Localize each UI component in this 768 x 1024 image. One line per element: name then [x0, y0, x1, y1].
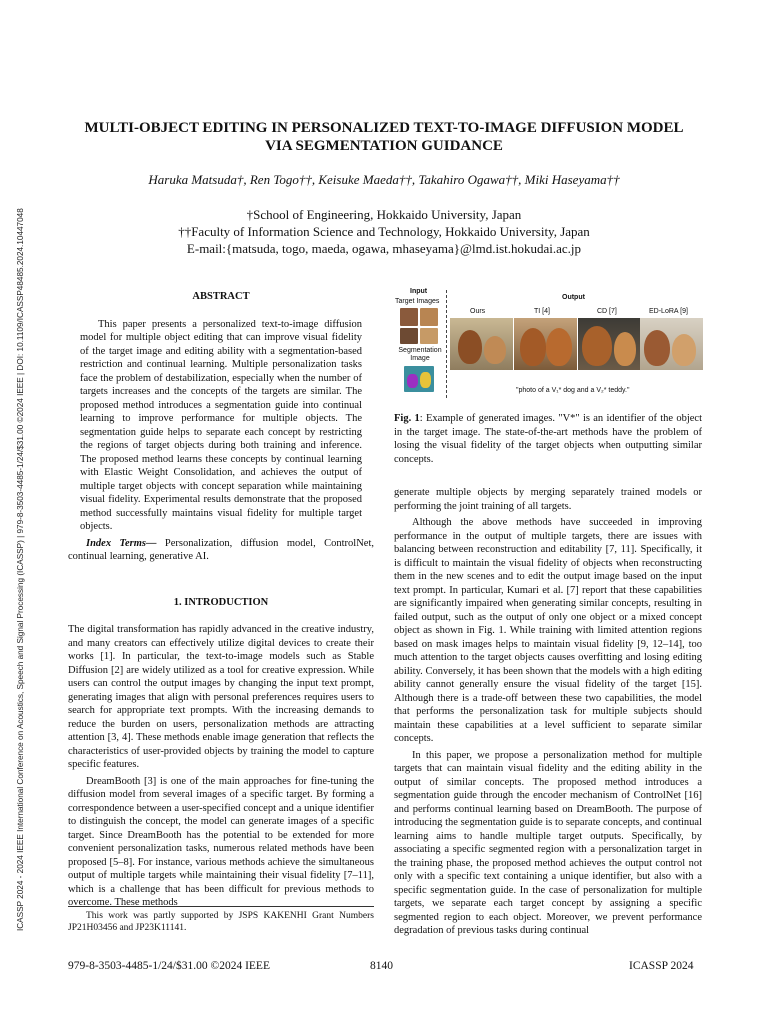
author-list: Haruka Matsuda†, Ren Togo††, Keisuke Maeda††, Takahiro Ogawa††, Miki Haseyama††	[148, 172, 620, 187]
doi-sidebar-text: ICASSP 2024 - 2024 IEEE International Conference on Acoustics, Speech and Signal Processing (ICASSP) | 979-8-3503-4485-1/24/$31.00 ©2024 IEEE | DOI: 10.1109/ICASSP48485.2024.10447048	[16, 208, 25, 931]
prompt-text: "photo of a V₁* dog and a V₂* teddy."	[516, 387, 630, 394]
target-image-dog-2	[400, 328, 418, 344]
index-terms-label: Index Terms—	[86, 537, 157, 549]
target-image-teddy-2	[420, 328, 438, 344]
input-output-divider	[446, 290, 447, 398]
dog-figure	[582, 326, 612, 366]
body-paragraph: generate multiple objects by merging separately trained models or performing the joint training of all targets.	[394, 487, 702, 512]
output-image-ed-lora	[640, 318, 703, 370]
introduction-heading: 1. INTRODUCTION	[173, 596, 269, 608]
footer-conference: ICASSP 2024	[629, 960, 694, 972]
method-label-cd: CD [7]	[597, 308, 617, 315]
method-label-ed-lora: ED-LoRA [9]	[649, 308, 688, 315]
abstract-section	[68, 318, 374, 534]
body-paragraph: In this paper, we propose a personalization method for multiple targets that can maintain visual fidelity and the editing ability in the output of similar concepts. The proposed method introduces a segmentation guide through the encoder mechanism of ControlNet [16] and performs continual learning based on DreamBooth. The purpose of introducing the segmentation guide is to separate concepts, and continual learning aims to handle multiple target outputs. Specifically, by associating a specific segmented region with a personalization target in the training phase, the proposed method achieves the output control not only with a specific text containing a unique identifier, but also with a specific segmentation guide. In the case of personalization for multiple targets, we separate each target concept by assigning a specific segmented region to each object. Moreover, we prevent performance degradation of previous tasks during continual	[394, 749, 702, 936]
affiliation-school: †School of Engineering, Hokkaido University, Japan	[246, 207, 522, 222]
teddy-figure	[614, 332, 636, 366]
dog-figure	[644, 330, 670, 366]
abstract-heading: ABSTRACT	[192, 291, 250, 302]
target-images-label: Target Images	[395, 298, 440, 305]
footnote-text: This work was partly supported by JSPS KAKENHI Grant Numbers JP21H03456 and JP23K11141.	[68, 911, 374, 933]
segmentation-image	[404, 366, 434, 392]
method-label-ti: TI [4]	[534, 308, 550, 315]
segment-region-2	[420, 372, 431, 388]
target-image-dog	[400, 308, 418, 326]
footer-copyright: 979-8-3503-4485-1/24/$31.00 ©2024 IEEE	[68, 960, 270, 972]
body-paragraph: Although the above methods have succeeded in improving performance in the output of multiple targets, there are issues with balancing between reconstruction and editability [7, 11]. Specifically, it is difficult to maintain the visual fidelity of objects when reconstructing them in the new scenes and to edit the output image based on the input text prompt. In particular, Kumari et al. [7] report that these capabilities are significantly impaired when generating similar concepts, resulting in failed output, such as the output of only one object or a mixed concept object as shown in Fig. 1. While training with limited attention regions based on mask images helps to maintain visual fidelity [9, 12–14], too much attention to the target objects causes overfitting and losing editing ability. Conversely, it has been shown that the models with a high editing ability cannot generally ensure the visual fidelity of the target [15]. Although there is a trade-off between these two capabilities, the model that performs the personalization task for multiple subjects should maintain these capabilities at a level sufficient to separate similar concepts.	[394, 517, 702, 744]
intro-paragraph: The digital transformation has rapidly advanced in the creative industry, and many creators can effectively utilize digital devices to create their works [1]. In particular, the text-to-image models such as Stable Diffusion [2] are widely utilized as a tool for creative expression. While users can control the output images by changing the input text prompt, generating images that align with personal preferences requires users to search for appropriate text prompts. With the increasing demands to reduce the burden on users, personalization methods are attracting attention [3, 4]. These methods enable image generation that reflects the characteristics of user-provided objects by training the model to capture specific features.	[68, 624, 374, 770]
output-image-cd	[578, 318, 641, 370]
caption-label: Fig. 1	[394, 413, 420, 424]
teddy-figure	[672, 334, 696, 366]
title-line-1: MULTI-OBJECT EDITING IN PERSONALIZED TEXT-TO-IMAGE DIFFUSION MODEL	[84, 120, 684, 136]
funding-footnote	[68, 906, 374, 934]
right-column	[394, 486, 702, 941]
method-label-ours: Ours	[470, 308, 486, 315]
teddy-figure	[546, 328, 572, 366]
abstract-text: This paper presents a personalized text-to-image diffusion model for multiple object editing that can improve visual fidelity of the target image and editing ability with a segmentation-based restriction and continual learning. Multiple personalization tasks face the problem of destabilization, especially when the number of targets increases and the concepts of the targets are similar. The proposed method introduces a segmentation guide into continual learning to improve performance for multiple objects. The segmentation guide helps to separate each concept by restricting the regions of target objects during both training and inference. The proposed method learns these concepts by continual learning with Elastic Weight Consolidation, and achieves the output of multiple target objects with concept separation while maintaining visual fidelity. Experimental results demonstrate that the proposed method successfully maintains visual fidelity for multiple target objects.	[80, 318, 362, 532]
dog-figure	[458, 330, 482, 364]
doi-sidebar	[8, 96, 24, 931]
input-label: Input	[410, 288, 428, 295]
segmentation-label: Segmentation Image	[398, 347, 442, 362]
output-image-ours	[450, 318, 513, 370]
segment-region-1	[407, 374, 418, 388]
affiliation-faculty: ††Faculty of Information Science and Technology, Hokkaido University, Japan	[178, 224, 590, 239]
teddy-figure	[484, 336, 506, 364]
target-image-teddy	[420, 308, 438, 326]
left-column	[68, 290, 374, 913]
dog-figure	[520, 328, 546, 366]
affiliations	[60, 206, 708, 257]
caption-text: : Example of generated images. "V*" is an identifier of the object in the target image. The state-of-the-art methods have the problem of losing the visual fidelity of the target objects when outputting similar concepts.	[394, 413, 703, 465]
index-terms	[68, 537, 374, 564]
output-image-ti	[514, 318, 577, 370]
index-terms-text: Personalization, diffusion model, ControlNet, continual learning, generative AI.	[68, 537, 374, 562]
figure-1	[394, 288, 702, 400]
paper-title	[60, 119, 708, 155]
output-label: Output	[562, 294, 585, 301]
page-number: 8140	[370, 960, 393, 972]
intro-paragraph: DreamBooth [3] is one of the main approaches for fine-tuning the diffusion model from several images of a specific target. By forming a correspondence between a user-specified concept and a unique identifier to distinguish the concept, the model can generate images of a specific target. Since DreamBooth has the potential to be extended for more convenient personalization tasks, numerous related methods have been proposed [5–8]. For instance, various methods achieve the simultaneous output of multiple targets while maintaining their visual fidelity [7–11], which is a challenge that has been difficult for previous methods to overcome. These methods	[68, 775, 374, 908]
figure-caption	[394, 412, 702, 466]
title-line-2: VIA SEGMENTATION GUIDANCE	[265, 138, 503, 154]
author-emails: E-mail:{matsuda, togo, maeda, ogawa, mhaseyama}@lmd.ist.hokudai.ac.jp	[186, 241, 582, 256]
